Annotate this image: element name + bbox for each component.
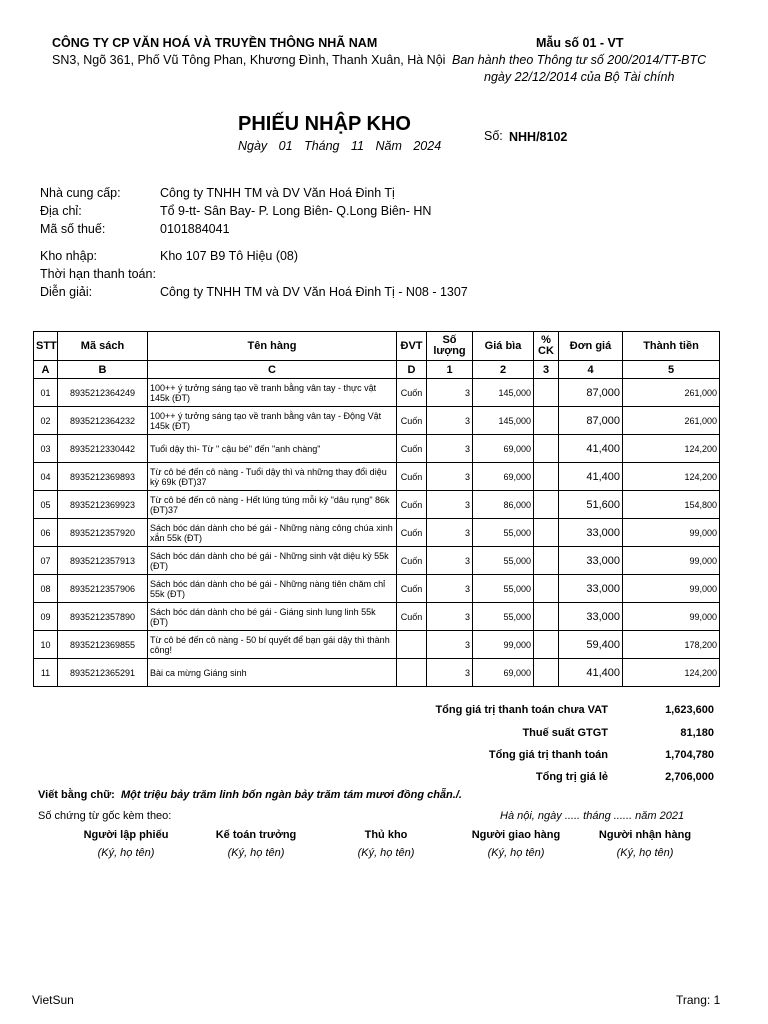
row-unit: Cuốn [397, 547, 427, 575]
row-qty: 3 [427, 407, 473, 435]
row-qty: 3 [427, 435, 473, 463]
row-unit [397, 659, 427, 687]
row-name: Sách bóc dán dành cho bé gái - Giáng sinh lung linh 55k (ĐT) [148, 603, 397, 631]
row-unit-price: 87,000 [559, 407, 623, 435]
row-stt: 04 [34, 463, 58, 491]
table-header-row [34, 332, 720, 361]
row-total: 99,000 [623, 603, 720, 631]
vat-value: 81,180 [680, 727, 714, 739]
row-discount [534, 631, 559, 659]
signature-hint-deliverer: (Ký, họ tên) [487, 847, 545, 859]
row-stt: 03 [34, 435, 58, 463]
header-code: Mã sách [58, 332, 148, 361]
table-row [34, 491, 720, 519]
row-total: 154,800 [623, 491, 720, 519]
words-label: Viết bằng chữ: [38, 789, 115, 801]
row-discount [534, 659, 559, 687]
signature-title-preparer: Người lập phiếu [83, 829, 169, 841]
row-code: 8935212369923 [58, 491, 148, 519]
row-discount [534, 575, 559, 603]
row-cover-price: 55,000 [473, 575, 534, 603]
table-row [34, 435, 720, 463]
header-unit: ĐVT [397, 332, 427, 361]
note-label: Diễn giải: [40, 285, 93, 299]
document-date [238, 139, 449, 153]
row-discount [534, 407, 559, 435]
header-stt: STT [34, 332, 58, 361]
letter-b: B [58, 361, 148, 379]
row-discount [534, 435, 559, 463]
row-code: 8935212369893 [58, 463, 148, 491]
pre-vat-value: 1,623,600 [665, 704, 714, 716]
row-qty: 3 [427, 547, 473, 575]
words-value: Một triệu bảy trăm linh bốn ngàn bảy trăm tám mươi đồng chẵn./. [120, 789, 462, 801]
row-total: 124,200 [623, 463, 720, 491]
letter-3: 3 [534, 361, 559, 379]
row-name: Sách bóc dán dành cho bé gái - Những nàng tiên chăm chỉ 55k (ĐT) [148, 575, 397, 603]
row-discount [534, 547, 559, 575]
row-discount [534, 379, 559, 407]
row-qty: 3 [427, 379, 473, 407]
row-cover-price: 55,000 [473, 519, 534, 547]
row-unit-price: 33,000 [559, 575, 623, 603]
form-number: Mẫu số 01 - VT [536, 36, 624, 50]
warehouse-value: Kho 107 B9 Tô Hiệu (08) [160, 249, 299, 263]
total-value: 1,704,780 [665, 749, 714, 761]
row-unit-price: 41,400 [559, 463, 623, 491]
row-unit: Cuốn [397, 491, 427, 519]
header-cover: Giá bìa [473, 332, 534, 361]
row-stt: 10 [34, 631, 58, 659]
address-label: Địa chỉ: [40, 204, 82, 218]
date-day: 01 [278, 139, 293, 153]
row-stt: 02 [34, 407, 58, 435]
row-qty: 3 [427, 575, 473, 603]
row-stt: 11 [34, 659, 58, 687]
row-unit-price: 33,000 [559, 603, 623, 631]
row-code: 8935212357890 [58, 603, 148, 631]
table-row [34, 603, 720, 631]
company-name: CÔNG TY CP VĂN HOÁ VÀ TRUYỀN THÔNG NHÃ NAM [52, 36, 378, 50]
row-stt: 01 [34, 379, 58, 407]
table-row [34, 631, 720, 659]
row-unit: Cuốn [397, 435, 427, 463]
row-discount [534, 463, 559, 491]
header-qty: Số lượng [427, 332, 473, 361]
table-row [34, 463, 720, 491]
table-row [34, 519, 720, 547]
letter-4: 4 [559, 361, 623, 379]
date-month-label: Tháng [304, 139, 340, 153]
row-cover-price: 69,000 [473, 659, 534, 687]
vat-label: Thuế suất GTGT [522, 727, 608, 739]
row-cover-price: 69,000 [473, 435, 534, 463]
row-unit-price: 33,000 [559, 547, 623, 575]
row-total: 124,200 [623, 659, 720, 687]
letter-2: 2 [473, 361, 534, 379]
signature-title-accountant: Kế toán trưởng [215, 829, 297, 841]
row-total: 261,000 [623, 379, 720, 407]
row-name: Sách bóc dán dành cho bé gái - Những sinh vật diệu kỳ 55k (ĐT) [148, 547, 397, 575]
date-day-label: Ngày [238, 139, 268, 153]
signature-hint-receiver: (Ký, họ tên) [616, 847, 674, 859]
row-unit-price: 33,000 [559, 519, 623, 547]
letter-c: C [148, 361, 397, 379]
row-unit [397, 631, 427, 659]
table-row [34, 575, 720, 603]
row-cover-price: 69,000 [473, 463, 534, 491]
attached-docs-label: Số chứng từ gốc kèm theo: [38, 810, 172, 822]
row-cover-price: 55,000 [473, 547, 534, 575]
letter-d: D [397, 361, 427, 379]
items-table [33, 331, 720, 687]
row-unit: Cuốn [397, 519, 427, 547]
table-row [34, 379, 720, 407]
row-code: 8935212364232 [58, 407, 148, 435]
address-value: Tổ 9-tt- Sân Bay- P. Long Biên- Q.Long Biên- HN [160, 204, 432, 218]
row-cover-price: 55,000 [473, 603, 534, 631]
row-cover-price: 99,000 [473, 631, 534, 659]
header-ck: % CK [534, 332, 559, 361]
doc-number-label: Số: [484, 129, 503, 143]
pre-vat-label: Tổng giá trị thanh toán chưa VAT [435, 704, 608, 716]
row-qty: 3 [427, 631, 473, 659]
header-total: Thành tiền [623, 332, 720, 361]
footer-brand: VietSun [32, 993, 74, 1007]
row-name: Từ cô bé đến cô nàng - Hết lúng túng mỗi kỳ "dâu rụng" 86k (ĐT)37 [148, 491, 397, 519]
row-qty: 3 [427, 659, 473, 687]
row-name: 100++ ý tưởng sáng tạo về tranh bằng vân tay - Động Vật 145k (ĐT) [148, 407, 397, 435]
row-stt: 08 [34, 575, 58, 603]
row-unit: Cuốn [397, 379, 427, 407]
supplier-value: Công ty TNHH TM và DV Văn Hoá Đinh Tị [160, 186, 395, 200]
row-unit: Cuốn [397, 463, 427, 491]
signature-title-receiver: Người nhận hàng [598, 829, 692, 841]
row-discount [534, 491, 559, 519]
row-unit-price: 51,600 [559, 491, 623, 519]
issued-line-1: Ban hành theo Thông tư số 200/2014/TT-BTC [452, 53, 707, 67]
row-code: 8935212357906 [58, 575, 148, 603]
row-qty: 3 [427, 463, 473, 491]
row-unit-price: 87,000 [559, 379, 623, 407]
supplier-label: Nhà cung cấp: [40, 186, 121, 200]
tax-value: 0101884041 [160, 222, 230, 236]
row-total: 99,000 [623, 575, 720, 603]
row-cover-price: 145,000 [473, 379, 534, 407]
row-code: 8935212357913 [58, 547, 148, 575]
date-year: 2024 [413, 139, 442, 153]
table-row [34, 659, 720, 687]
row-name: Từ cô bé đến cô nàng - Tuổi dậy thì và những thay đổi diệu kỳ 69k (ĐT)37 [148, 463, 397, 491]
signature-hint-storekeeper: (Ký, họ tên) [357, 847, 415, 859]
row-discount [534, 519, 559, 547]
row-unit-price: 59,400 [559, 631, 623, 659]
row-stt: 06 [34, 519, 58, 547]
tax-label: Mã số thuế: [40, 222, 106, 236]
date-month: 11 [351, 139, 364, 153]
date-year-label: Năm [375, 139, 402, 153]
letter-5: 5 [623, 361, 720, 379]
row-qty: 3 [427, 603, 473, 631]
table-row [34, 407, 720, 435]
row-total: 261,000 [623, 407, 720, 435]
table-letter-row [34, 361, 720, 379]
signature-hint-accountant: (Ký, họ tên) [227, 847, 285, 859]
row-name: Bài ca mừng Giáng sinh [148, 659, 397, 687]
row-qty: 3 [427, 519, 473, 547]
row-stt: 09 [34, 603, 58, 631]
signature-hint-preparer: (Ký, họ tên) [97, 847, 155, 859]
row-code: 8935212365291 [58, 659, 148, 687]
row-stt: 05 [34, 491, 58, 519]
retail-label: Tổng trị giá lẻ [535, 771, 608, 783]
row-total: 124,200 [623, 435, 720, 463]
row-unit: Cuốn [397, 407, 427, 435]
row-total: 99,000 [623, 547, 720, 575]
row-unit: Cuốn [397, 603, 427, 631]
row-name: Tuổi dậy thì- Từ " cậu bé" đến "anh chàng" [148, 435, 397, 463]
place-date: Hà nội, ngày ..... tháng ...... năm 2021 [500, 810, 685, 822]
note-value: Công ty TNHH TM và DV Văn Hoá Đinh Tị - N08 - 1307 [160, 285, 468, 299]
table-row [34, 547, 720, 575]
payment-term-label: Thời hạn thanh toán: [40, 267, 156, 281]
amount-in-words [38, 789, 462, 801]
row-name: Sách bóc dán dành cho bé gái - Những nàng công chúa xinh xắn 55k (ĐT) [148, 519, 397, 547]
row-unit-price: 41,400 [559, 659, 623, 687]
row-code: 8935212357920 [58, 519, 148, 547]
row-name: Từ cô bé đến cô nàng - 50 bí quyết để bạn gái dậy thì thành công! [148, 631, 397, 659]
signature-title-deliverer: Người giao hàng [471, 829, 561, 841]
row-discount [534, 603, 559, 631]
company-address: SN3, Ngõ 361, Phố Vũ Tông Phan, Khương Đình, Thanh Xuân, Hà Nội [52, 53, 446, 67]
row-cover-price: 145,000 [473, 407, 534, 435]
row-total: 99,000 [623, 519, 720, 547]
issued-line-2: ngày 22/12/2014 của Bộ Tài chính [484, 70, 675, 84]
row-unit-price: 41,400 [559, 435, 623, 463]
row-stt: 07 [34, 547, 58, 575]
total-label: Tổng giá trị thanh toán [488, 749, 608, 761]
header-price: Đơn giá [559, 332, 623, 361]
row-unit: Cuốn [397, 575, 427, 603]
row-qty: 3 [427, 491, 473, 519]
row-cover-price: 86,000 [473, 491, 534, 519]
row-code: 8935212330442 [58, 435, 148, 463]
warehouse-label: Kho nhập: [40, 249, 97, 263]
letter-a: A [34, 361, 58, 379]
row-code: 8935212369855 [58, 631, 148, 659]
row-code: 8935212364249 [58, 379, 148, 407]
doc-number-value: NHH/8102 [509, 130, 568, 144]
signature-title-storekeeper: Thủ kho [364, 829, 408, 841]
document-title: PHIẾU NHẬP KHO [238, 113, 411, 135]
header-name: Tên hàng [148, 332, 397, 361]
retail-value: 2,706,000 [665, 771, 714, 783]
row-total: 178,200 [623, 631, 720, 659]
footer-page: Trang: 1 [676, 993, 721, 1007]
row-name: 100++ ý tưởng sáng tạo về tranh bằng vân tay - thực vật 145k (ĐT) [148, 379, 397, 407]
letter-1: 1 [427, 361, 473, 379]
